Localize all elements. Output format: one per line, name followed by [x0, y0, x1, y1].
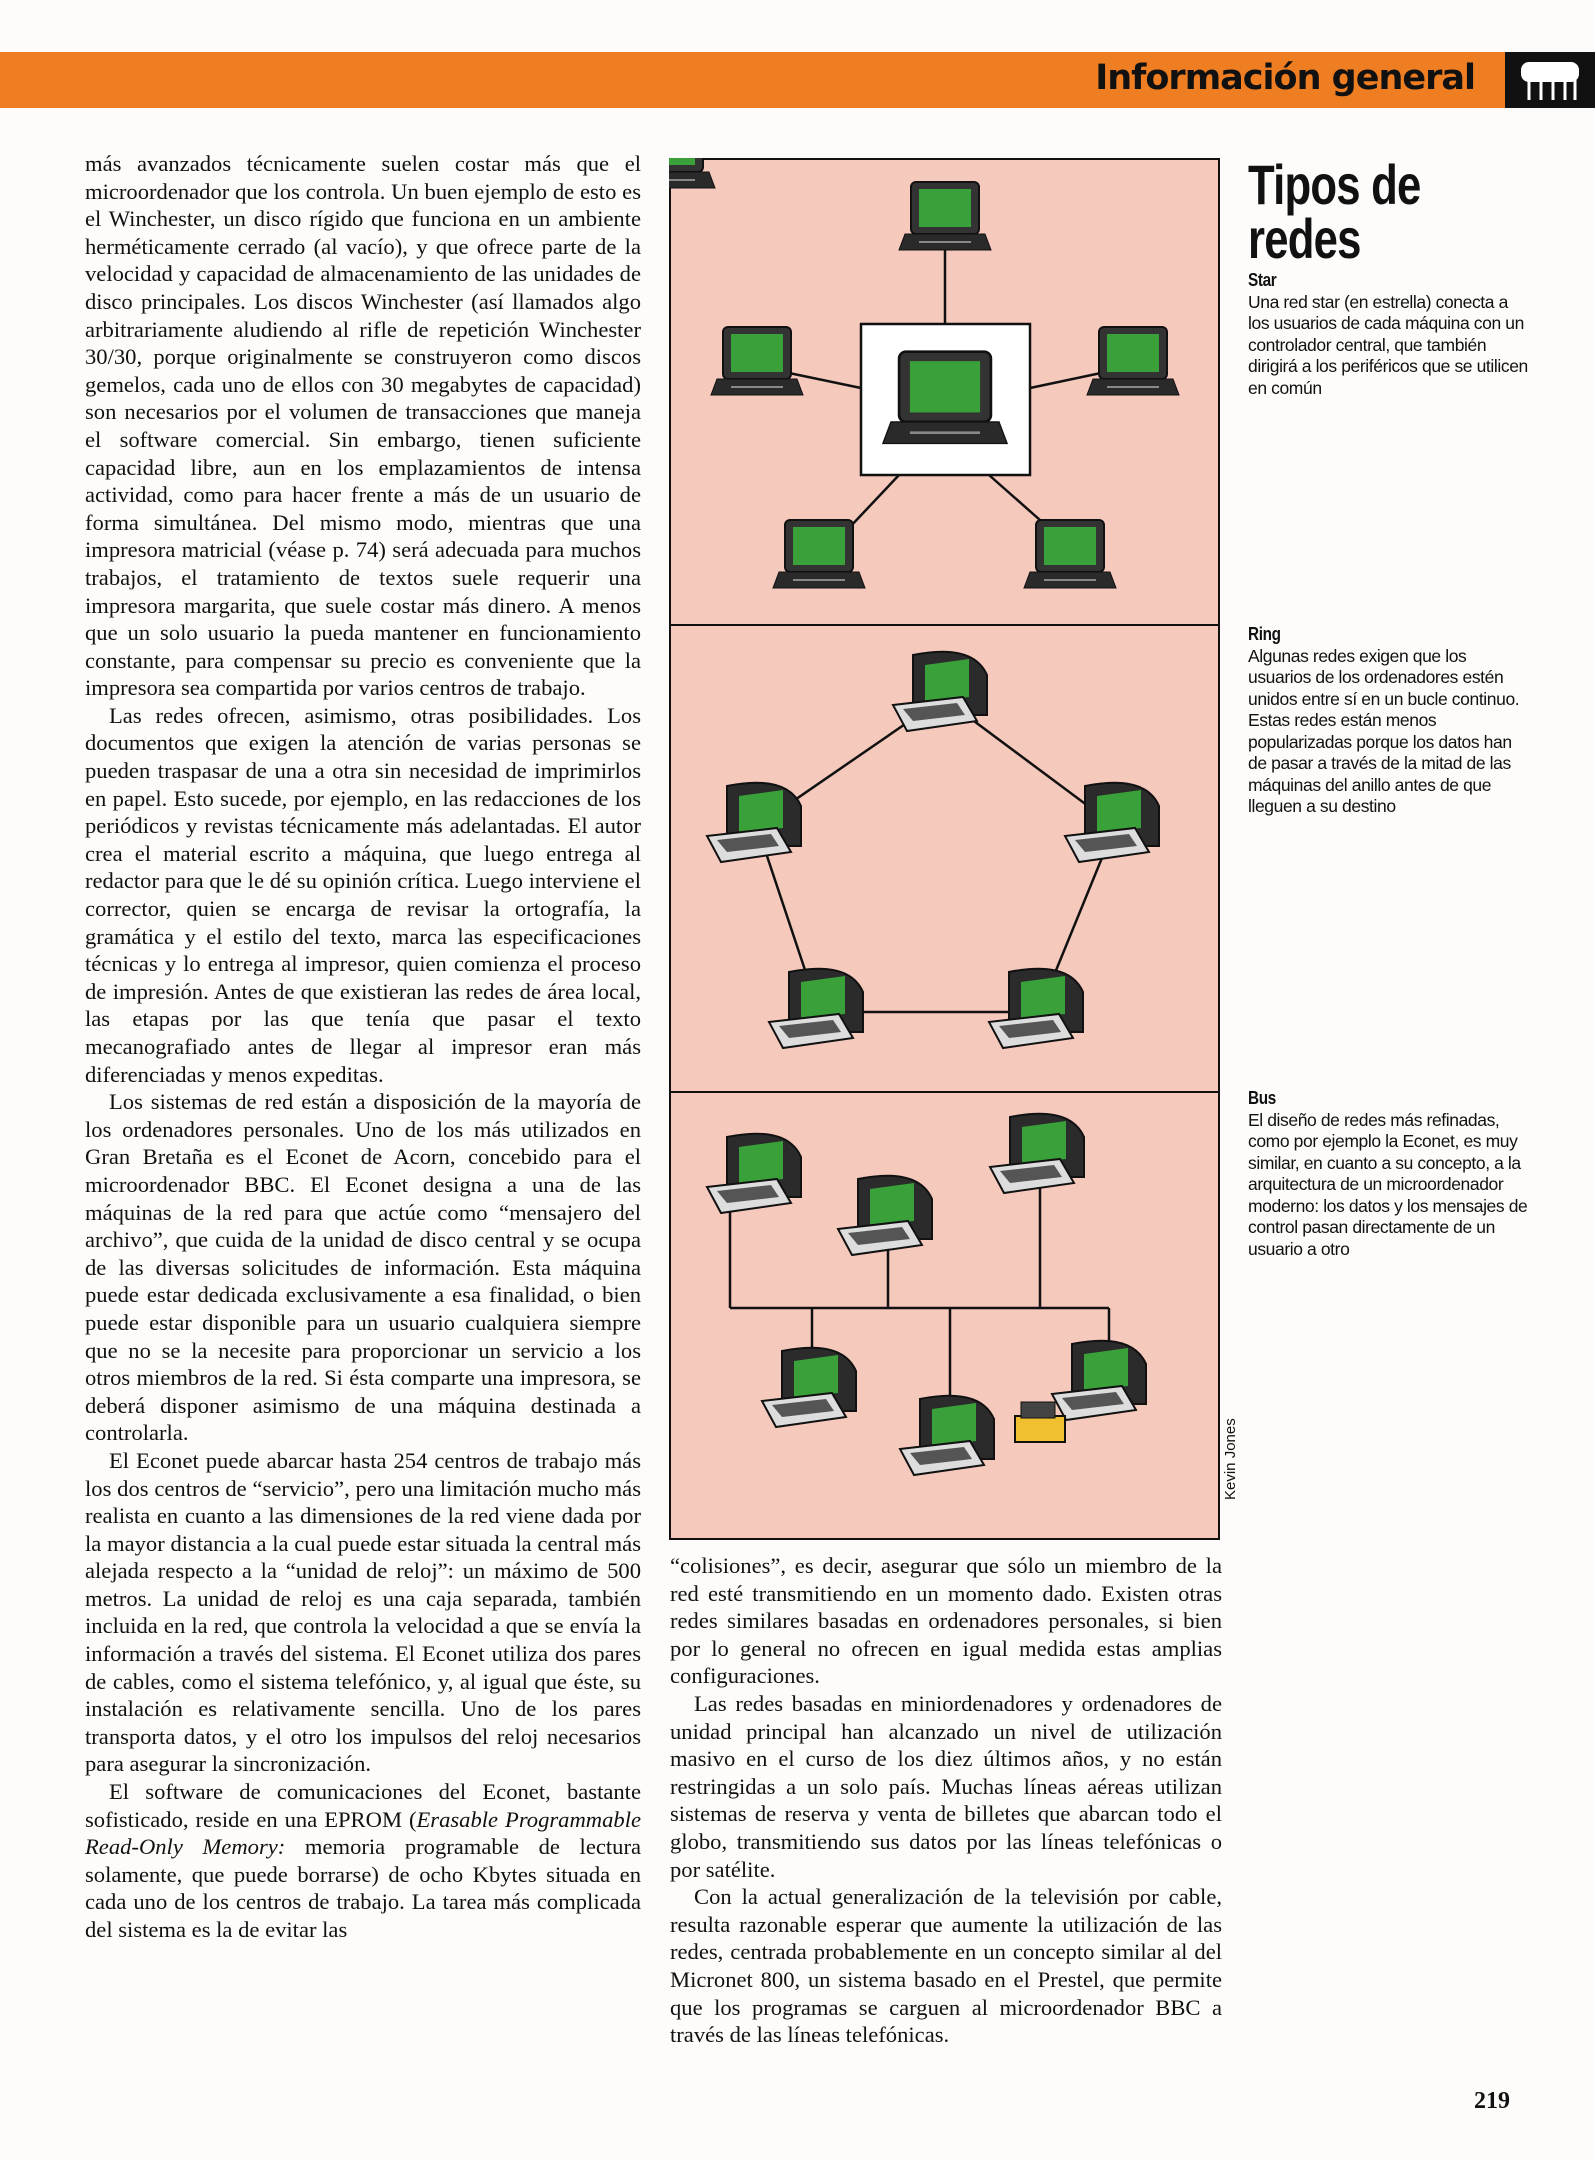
network-diagram	[669, 158, 1220, 1540]
sidebar-title: Tipos de redes	[1248, 153, 1421, 270]
chip-icon	[1505, 52, 1595, 108]
central-computer-icon	[883, 352, 1007, 444]
caption-heading: Ring	[1248, 624, 1281, 644]
page-number: 219	[1474, 2088, 1510, 2114]
caption-text: Algunas redes exigen que los usuarios de los ordenadores estén unidos entre sí en un bucle continuo. Estas redes están menos popularizadas porque los datos han de pasar a través de la mitad de las máquinas del anillo antes de que lleguen a su destino	[1248, 645, 1520, 816]
caption-bus	[1248, 1088, 1528, 1260]
caption-text: Una red star (en estrella) conecta a los usuarios de cada máquina con un controlador central, que también dirigirá a los periféricos que se utilicen en común	[1248, 291, 1528, 398]
paragraph: Los sistemas de red están a disposición de la mayoría de los ordenadores personales. Uno de los más utilizados en Gran Bretaña es el Econet de Acorn, concebido para el microordenador BBC. El Econet designa a una de las máquinas de la red para que actúe como “mensajero del archivo”, que cuida de la unidad de disco central y se ocupa de las diversas solicitudes de información. Esta máquina puede estar dedicada exclusivamente a esa finalidad, o bien puede estar disponible para un usuario cualquiera siempre que no se la necesite para proporcionar un servicio a los otros miembros de la red. Si ésta comparte una impresora, se deberá disponer asimismo de una máquina destinada a controlarla.	[85, 1089, 641, 1446]
illustration-credit: Kevin Jones	[1222, 1418, 1239, 1500]
paragraph: Las redes basadas en miniordenadores y ordenadores de unidad principal han alcanzado un nivel de utilización masivo en el curso de los diez últimos años, y no están restringidas a un solo país. Muchas líneas aéreas utilizan sistemas de reserva y venta de billetes que abarcan todo el globo, transmitiendo sus datos por las líneas telefónicas o por satélite.	[670, 1690, 1222, 1882]
italic-term: Erasable Programmable Read-Only Memory:	[85, 1806, 641, 1860]
body-column-right	[670, 1552, 1222, 2049]
section-title: Información general	[1095, 58, 1475, 98]
section-header-bar	[0, 52, 1505, 108]
caption-star	[1248, 270, 1528, 399]
body-column-left	[85, 150, 641, 1944]
computer-icon	[1024, 520, 1116, 588]
caption-heading: Star	[1248, 270, 1277, 290]
paragraph: Con la actual generalización de la televisión por cable, resulta razonable esperar que aumente la utilización de las redes, centrada probablemente en un concepto similar al del Micronet 800, un sistema basado en el Prestel, que permite que los programas se carguen al microordenador BBC a través de las líneas telefónicas.	[670, 1884, 1222, 2048]
paragraph	[85, 1778, 641, 1944]
caption-text: El diseño de redes más refinadas, como por ejemplo la Econet, es muy similar, en cuanto a su concepto, a la arquitectura de un microordenador moderno: los datos y los mensajes de control pasan directamente de un usuario a otro	[1248, 1109, 1528, 1259]
paragraph: El Econet puede abarcar hasta 254 centros de trabajo más los dos centros de “servicio”, pero una limitación mucho más realista en cuanto a las dimensiones de la red viene dada por la mayor distancia a la cual puede estar situada la central más alejada respecto a la “unidad de reloj”: un máximo de 500 metros. La unidad de reloj es una caja separada, también incluida en la red, que controla la velocidad a que se envía la información a través del sistema. El Econet utiliza dos pares de cables, como el sistema telefónico, y, al igual que éste, su instalación es relativamente sencilla. Uno de los pares transporta datos, y el otro los impulsos del reloj necesarios para asegurar la sincronización.	[85, 1447, 641, 1777]
paragraph: “colisiones”, es decir, asegurar que sólo un miembro de la red esté transmitiendo en un momento dado. Existen otras redes similares basadas en ordenadores personales, si bien por lo general no ofrecen en igual medida estas amplias configuraciones.	[670, 1553, 1222, 1689]
computer-icon	[773, 520, 865, 588]
text: memoria programable de lectura solamente, que puede borrarse) de ocho Kbytes situada en cada uno de los centros de trabajo. La tarea más complicada del sistema es la de evitar las	[85, 1834, 641, 1942]
computer-icon	[711, 327, 803, 395]
computer-icon	[899, 182, 991, 250]
paragraph: más avanzados técnicamente suelen costar más que el microordenador que los controla. Un buen ejemplo de esto es el Winchester, un disco rígido que funciona en un ambiente herméticamente cerrado (al vacío), y que ofrece parte de la velocidad y capacidad de almacenamiento de las unidades de disco principales. Los discos Winchester (así llamados algo arbitrariamente aludiendo al rifle de repetición Winchester 30/30, porque originalmente se construyeron como discos gemelos, cada uno de ellos con 30 megabytes de capacidad) son necesarios por el volumen de transacciones que maneja el software comercial. Sin embargo, tienen suficiente capacidad libre, aun en los emplazamientos de intensa actividad, como para hacer frente a más de un usuario de forma simultánea. Del mismo modo, mientras que una impresora matricial (véase p. 74) será adecuada para muchos trabajos, el tratamiento de textos suele requerir una impresora margarita, que suele costar más dinero. A menos que un solo usuario la pueda mantener en funcionamiento constante, para compensar su precio es conveniente que la impresora sea compartida por varios centros de trabajo.	[85, 151, 641, 701]
caption-heading: Bus	[1248, 1088, 1276, 1108]
caption-ring	[1248, 624, 1528, 818]
paragraph: Las redes ofrecen, asimismo, otras posibilidades. Los documentos que exigen la atención de varias personas se pueden traspasar de una a otra sin necesidad de imprimirlos en papel. Esto sucede, por ejemplo, en las redacciones de los periódicos y revistas técnicamente más adelantadas. El autor crea el material escrito a máquina, que luego entrega al redactor para que le dé su opinión crítica. Luego interviene el corrector, quien se encarga de revisar la ortografía, la gramática y el estilo del texto, marca las especificaciones técnicas y lo entrega al impresor, quien comienza el proceso de impresión. Antes de que existieran las redes de área local, las etapas por las que tenía que pasar el texto mecanografiado antes de llegar al impresor eran más diferenciadas y menos expeditas.	[85, 702, 641, 1087]
computer-icon	[1087, 327, 1179, 395]
sidebar	[1248, 153, 1528, 1259]
text: El software de comunicaciones del Econet, bastante sofisticado, reside en una EPROM (	[85, 1779, 641, 1832]
